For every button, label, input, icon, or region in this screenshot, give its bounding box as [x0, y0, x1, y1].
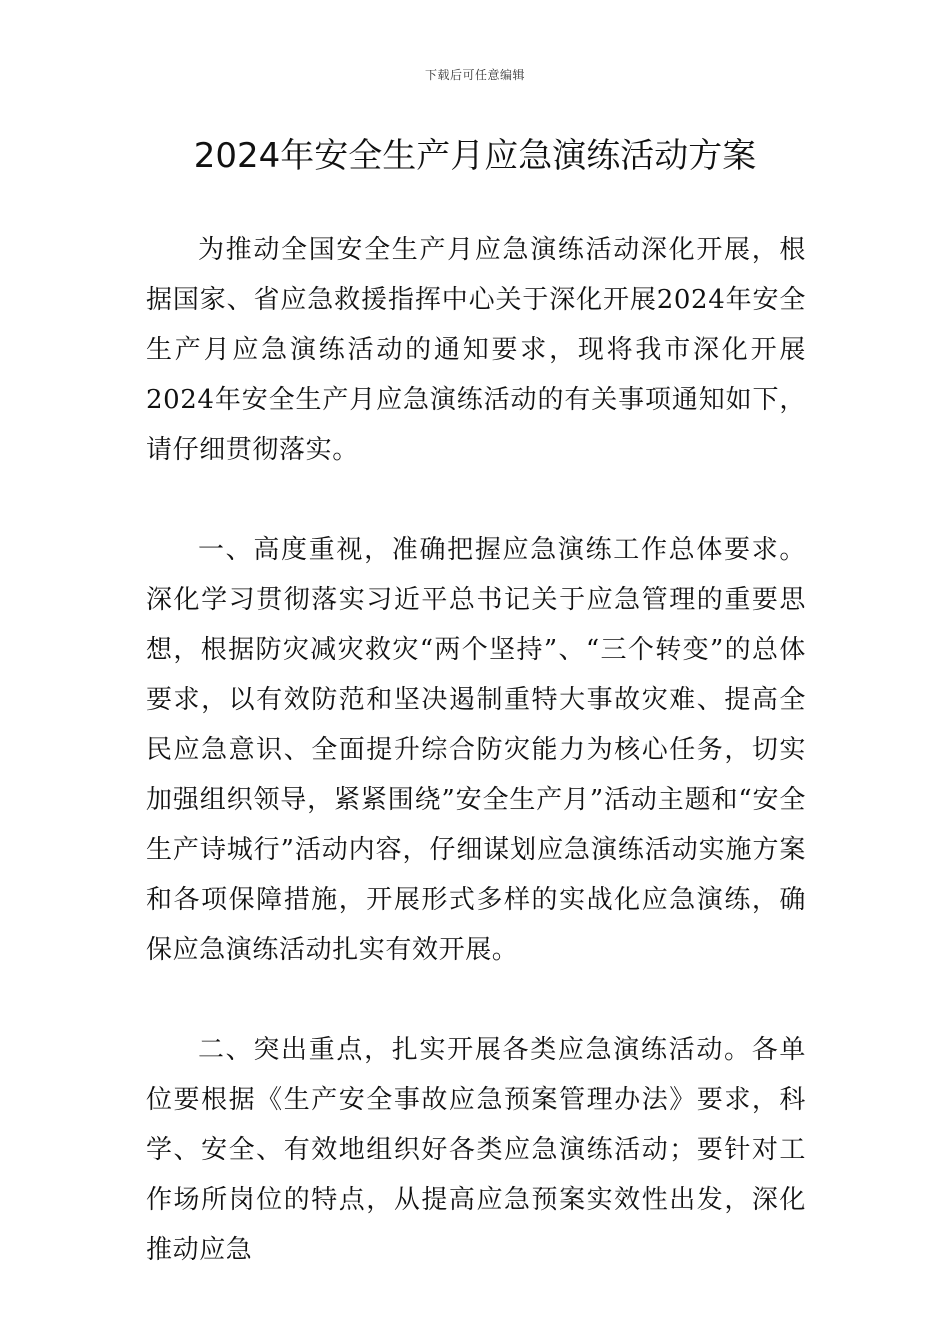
document-body [146, 225, 806, 1275]
paragraph-section-one: 一、高度重视，准确把握应急演练工作总体要求。深化学习贯彻落实习近平总书记关于应急管理的重要思想，根据防灾减灾救灾“两个坚持”、“三个转变”的总体要求，以有效防范和坚决遏制重特大事故灾难、提高全民应急意识、全面提升综合防灾能力为核心任务，切实加强组织领导，紧紧围绕”安全生产月”活动主题和“安全生产诗城行”活动内容，仔细谋划应急演练活动实施方案和各项保障措施，开展形式多样的实战化应急演练，确保应急演练活动扎实有效开展。 [146, 535, 806, 965]
paragraph-intro: 为推动全国安全生产月应急演练活动深化开展，根据国家、省应急救援指挥中心关于深化开展2024年安全生产月应急演练活动的通知要求，现将我市深化开展2024年安全生产月应急演练活动的有关事项通知如下，请仔细贯彻落实。 [146, 235, 806, 465]
document-title: 2024年安全生产月应急演练活动方案 [193, 136, 757, 176]
paragraph-section-two: 二、突出重点，扎实开展各类应急演练活动。各单位要根据《生产安全事故应急预案管理办法》要求，科学、安全、有效地组织好各类应急演练活动；要针对工作场所岗位的特点，从提高应急预案实效性出发，深化推动应急 [146, 1035, 806, 1265]
header-note: 下载后可任意编辑 [424, 68, 525, 82]
